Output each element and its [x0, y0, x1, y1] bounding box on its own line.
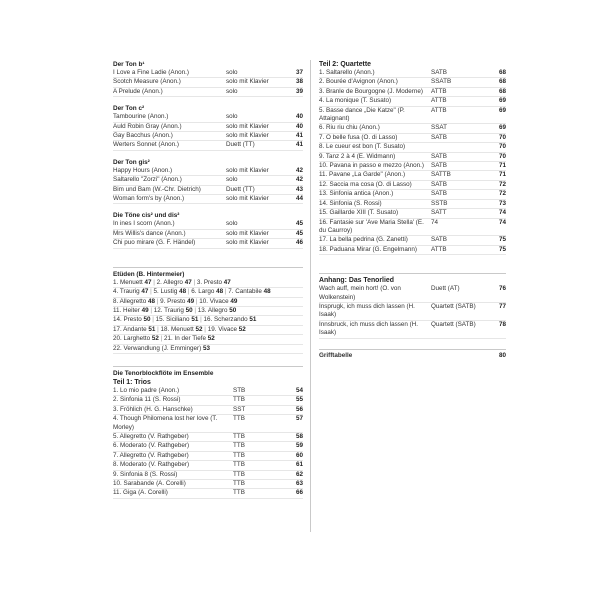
etude-page: 52 [207, 335, 215, 343]
etude-page: 51 [148, 325, 156, 333]
table-row: 7. O belle fusa (O. di Lasso) SATB 70 [319, 134, 506, 143]
separator: | [148, 306, 154, 314]
separator: | [155, 297, 161, 305]
etude-line [113, 326, 303, 335]
quartette-list [319, 69, 506, 255]
group-title-gis2: Der Ton gis² [113, 158, 150, 166]
separator: | [223, 288, 229, 296]
table-row: 15. Gaillarde XIII (T. Susato) SATT 74 [319, 209, 506, 218]
etude-line [113, 345, 303, 354]
etude-title: 15. Siciliano [155, 316, 190, 324]
quartette-section [319, 60, 506, 255]
table-row: 1. Saltarello (Anon.) SATB 68 [319, 69, 506, 78]
separator: | [192, 306, 198, 314]
table-row: 8. Moderato (V. Rathgeber) TTB 61 [113, 461, 303, 470]
etude-page: 53 [202, 344, 210, 352]
etuden-section [113, 267, 303, 354]
table-row: 12. Saccia ma cosa (O. di Lasso) SATB 72 [319, 181, 506, 190]
etude-page: 52 [238, 325, 246, 333]
table-row: 10. Pavana in passo e mezzo (Anon.) SATB 71 [319, 162, 506, 171]
table-row: 8. Le cueur est bon (T. Susato) 70 [319, 143, 506, 152]
separator: | [198, 316, 204, 324]
table-row [319, 352, 506, 360]
separator: | [191, 278, 197, 286]
etude-title: 11. Heiter [113, 306, 140, 314]
etude-page: 52 [195, 325, 203, 333]
table-row: Innsbruck, ich muss dich lassen (H. Isaak) Quartett (SATB) 78 [319, 321, 506, 339]
etude-page: 48 [179, 288, 187, 296]
etude-title: 10. Vivace [199, 297, 229, 305]
etude-title: 2. Allegro [156, 278, 183, 286]
etude-title: 12. Traurig [153, 306, 184, 314]
grifftabelle-section [319, 349, 506, 360]
list-item: I Love a Fine Ladie (Anon.) solo 37 [113, 69, 303, 78]
anhang-title: Anhang: Das Tenorlied [319, 277, 394, 285]
etude-line [113, 307, 303, 316]
etude-page: 52 [151, 335, 159, 343]
etude-page: 48 [263, 288, 271, 296]
separator: | [155, 325, 161, 333]
table-row: 11. Pavane „La Garde" (Anon.) SATTB 71 [319, 171, 506, 180]
list-item: Saltarello "Zorzi" (Anon.) solo 42 [113, 176, 303, 185]
table-row: 16. Fantasie sur 'Ave Maria Stella' (E. du Caurroy) 74 74 [319, 219, 506, 237]
list-item: Auld Robin Gray (Anon.) solo mit Klavier 40 [113, 123, 303, 132]
etude-title: 7. Cantabile [228, 288, 262, 296]
etuden-title: Etüden (B. Hintermeier) [113, 270, 185, 278]
separator: | [158, 335, 165, 343]
etude-line [113, 298, 303, 307]
list-item: Woman form's by (Anon.) solo mit Klavier 44 [113, 195, 303, 204]
group-title-cis2-dis2: Die Töne cis² und dis² [113, 212, 180, 220]
etude-title: 5. Lustig [153, 288, 178, 296]
table-row: 9. Sinfonia 8 (S. Rossi) TTB 62 [113, 471, 303, 480]
table-row: 11. Giga (A. Corelli) TTB 66 [113, 489, 303, 498]
table-row: 2. Bourée d'Avignon (Anon.) SSATB 68 [319, 78, 506, 87]
etuden-list [113, 279, 303, 354]
separator: | [150, 316, 156, 324]
table-row: Wach auff, mein hort! (O. von Wolkenstein) Duett (AT) 76 [319, 285, 506, 303]
group-title-c2: Der Ton c² [113, 105, 145, 113]
group-title-b1: Der Ton b¹ [113, 61, 145, 68]
list-item: Mrs Willis's dance (Anon.) solo mit Klavier 45 [113, 230, 303, 239]
etude-title: 17. Andante [113, 325, 147, 333]
etude-title: 21. In der Tiefe [164, 335, 207, 343]
table-row: 18. Paduana Mirar (G. Engelmann) ATTB 75 [319, 246, 506, 255]
table-row: 10. Sarabande (A. Corelli) TTB 63 [113, 480, 303, 489]
etude-line [113, 279, 303, 288]
etude-page: 50 [185, 306, 193, 314]
etude-page: 50 [229, 306, 237, 314]
table-row: 17. La bella pedrina (G. Zanetti) SATB 75 [319, 236, 506, 245]
etude-line [113, 335, 303, 344]
etude-title: 22. Verwandlung (J. Emminger) [113, 344, 202, 352]
anhang-section [319, 273, 506, 338]
etude-title: 13. Allegro [197, 306, 228, 314]
list-item: Gay Bacchus (Anon.) solo mit Klavier 41 [113, 132, 303, 141]
trios-title: Teil 1: Trios [113, 378, 151, 386]
list-item: Tambourine (Anon.) solo 40 [113, 113, 303, 122]
etude-line [113, 316, 303, 325]
quartette-title: Teil 2: Quartette [319, 61, 371, 68]
etude-title: 4. Traurig [113, 288, 140, 296]
etude-title: 6. Largo [191, 288, 215, 296]
trios-section [113, 366, 303, 499]
table-row: 13. Sinfonia antica (Anon.) SATB 72 [319, 190, 506, 199]
etude-title: 1. Menuett [113, 278, 143, 286]
etude-title: 18. Menuett [160, 325, 194, 333]
etude-page: 49 [187, 297, 195, 305]
etude-title: 19. Vivace [207, 325, 237, 333]
etude-page: 48 [148, 297, 156, 305]
etude-page: 49 [230, 297, 238, 305]
table-row: 5. Basse dance „Die Katze" (P. Attaignant) ATTB 69 [319, 107, 506, 125]
etude-title: 20. Larghetto [113, 335, 151, 343]
grifftabelle-title: Grifftabelle [319, 351, 353, 359]
list-item: Happy Hours (Anon.) solo mit Klavier 42 [113, 167, 303, 176]
column-divider [310, 60, 311, 532]
list-item: Chi puo mirare (G. F. Händel) solo mit Klavier 46 [113, 239, 303, 248]
etude-title: 8. Allegretto [113, 297, 147, 305]
etude-page: 48 [216, 288, 224, 296]
list-item: Bim und Bam (W.-Chr. Dietrich) Duett (TT) 43 [113, 186, 303, 195]
separator: | [186, 288, 192, 296]
list-item: In ines I scorn (Anon.) solo 45 [113, 220, 303, 229]
table-row: 4. La monique (T. Susato) ATTB 69 [319, 97, 506, 106]
etude-page: 51 [249, 316, 257, 324]
table-row: 3. Branle de Bourgogne (J. Moderne) ATTB 68 [319, 88, 506, 97]
list-item: Scotch Measure (Anon.) solo mit Klavier 38 [113, 78, 303, 87]
etude-page: 47 [144, 278, 152, 286]
table-row: 6. Moderato (V. Rathgeber) TTB 59 [113, 442, 303, 451]
etude-title: 9. Presto [160, 297, 186, 305]
right-column [319, 60, 506, 360]
etude-page: 49 [141, 306, 149, 314]
etude-page: 51 [191, 316, 199, 324]
table-row: 1. Lo mio padre (Anon.) STB 54 [113, 387, 303, 396]
table-row: 5. Allegretto (V. Rathgeber) TTB 58 [113, 433, 303, 442]
left-column [113, 60, 303, 499]
table-row: 9. Tanz 2 à 4 (E. Widmann) SATB 70 [319, 153, 506, 162]
separator: | [148, 288, 154, 296]
table-row: 6. Riu riu chiu (Anon.) SSAT 69 [319, 124, 506, 133]
separator: | [194, 297, 200, 305]
table-row: Insprugk, ich muss dich lassen (H. Isaak) Quartett (SATB) 77 [319, 303, 506, 321]
separator: | [151, 278, 157, 286]
list-item: A Prelude (Anon.) solo 39 [113, 88, 303, 97]
etude-page: 47 [223, 278, 231, 286]
table-row: 14. Sinfonia (S. Rossi) SSTB 73 [319, 200, 506, 209]
etude-title: 16. Scherzando [203, 316, 248, 324]
table-row: 3. Fröhlich (H. G. Hanschke) SST 56 [113, 406, 303, 415]
etude-page: 47 [184, 278, 192, 286]
ensemble-title: Die Tenorblockflöte im Ensemble [113, 369, 214, 377]
etude-title: 3. Presto [196, 278, 223, 286]
separator: | [202, 325, 208, 333]
table-row: 4. Though Philomena lost her love (T. Morley) TTB 57 [113, 415, 303, 433]
table-row: 7. Allegretto (V. Rathgeber) TTB 60 [113, 452, 303, 461]
list-item: Werters Sonnet (Anon.) Duett (TT) 41 [113, 141, 303, 150]
etude-page: 47 [141, 288, 149, 296]
grifftabelle-page: 80 [498, 351, 506, 359]
tone-groups [113, 60, 303, 249]
etude-title: 14. Presto [113, 316, 142, 324]
table-row: 2. Sinfonia 11 (S. Rossi) TTB 55 [113, 396, 303, 405]
etude-line [113, 288, 303, 297]
etude-page: 50 [143, 316, 151, 324]
